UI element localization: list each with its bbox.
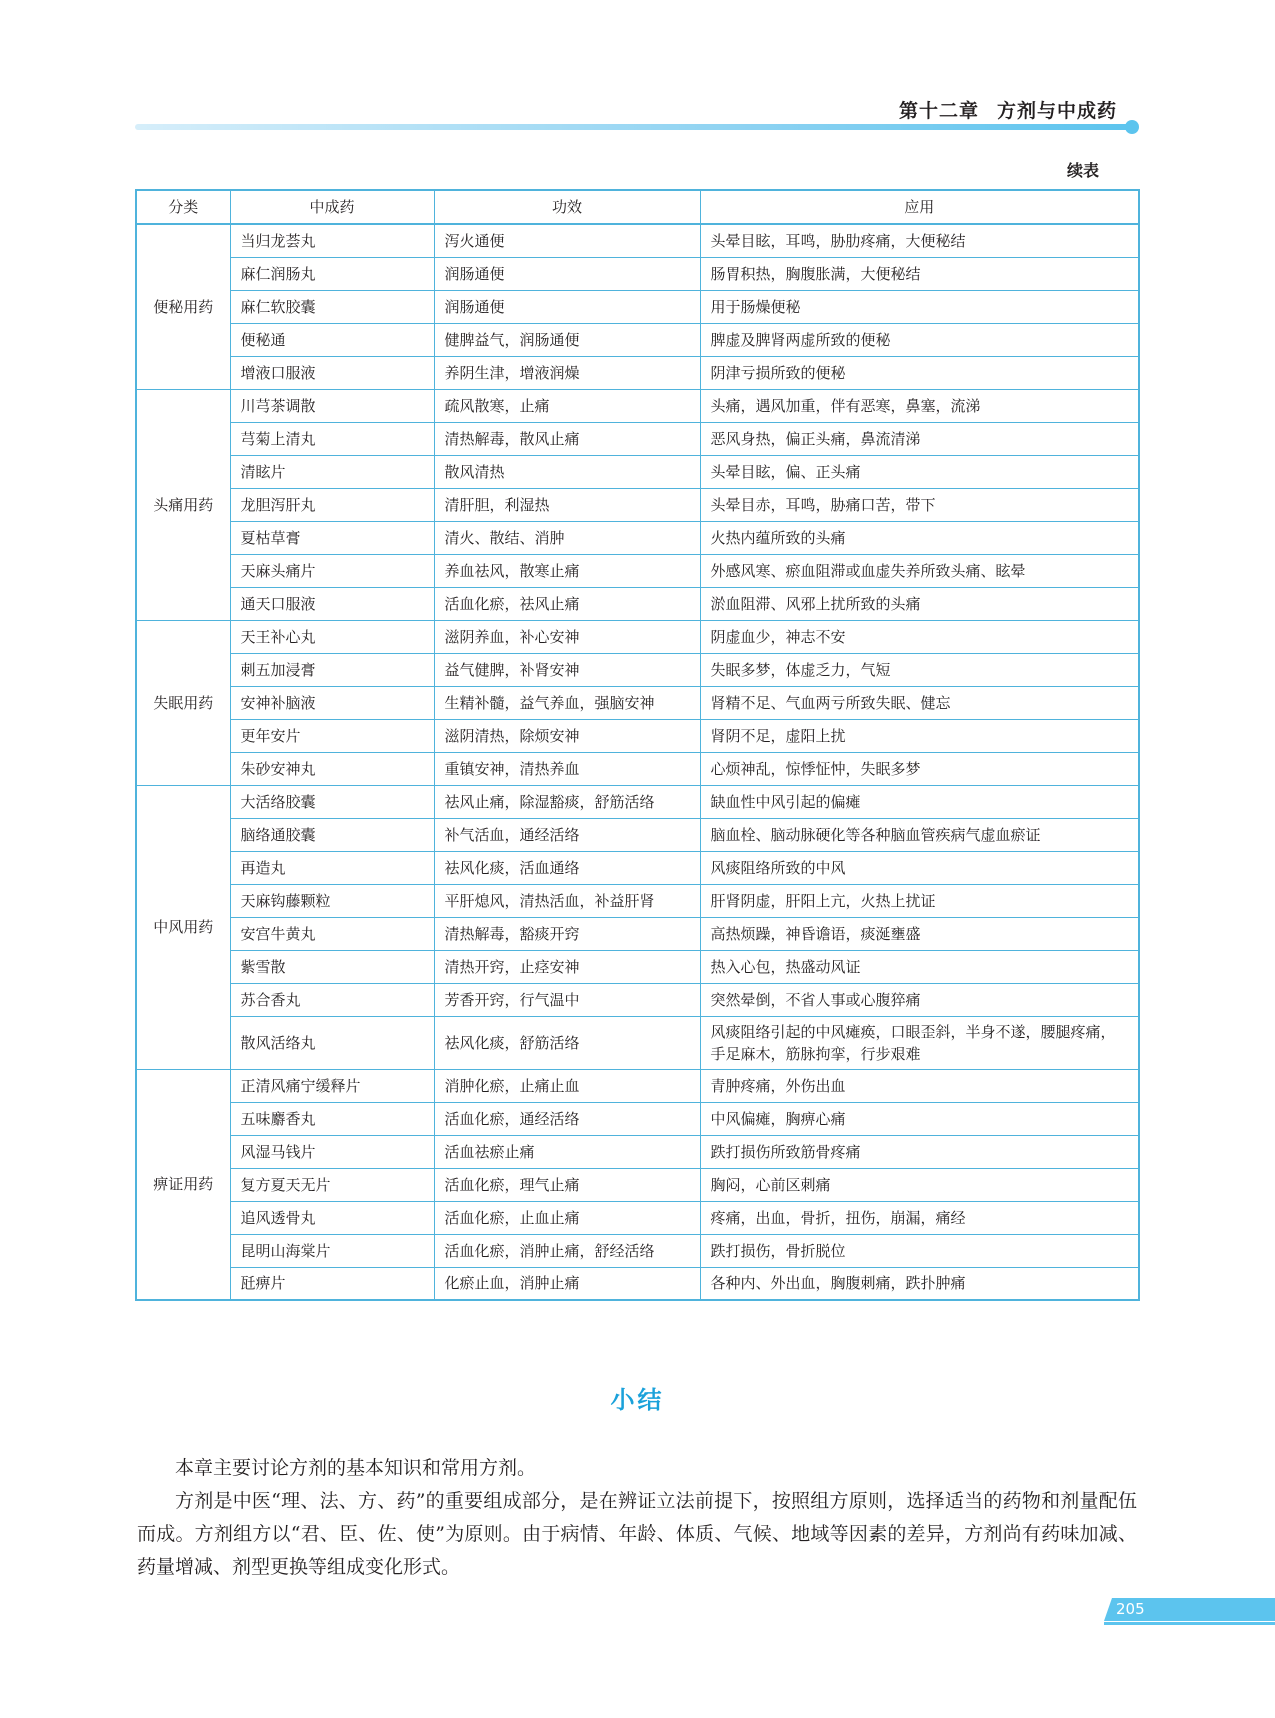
table-row: [136, 257, 1139, 290]
table-header: [136, 190, 1139, 224]
medicine-cell: 紫雪散: [230, 950, 434, 983]
medicine-cell: 天麻头痛片: [230, 554, 434, 587]
table-row: [136, 422, 1139, 455]
medicine-cell: 更年安片: [230, 719, 434, 752]
table-body: [136, 224, 1139, 1300]
effect-cell: 益气健脾，补肾安神: [434, 653, 700, 686]
application-cell: 缺血性中风引起的偏瘫: [700, 785, 1139, 818]
table-row: [136, 1201, 1139, 1234]
effect-cell: 散风清热: [434, 455, 700, 488]
application-cell: 头晕目眩，偏、正头痛: [700, 455, 1139, 488]
summary-paragraph: 方剂是中医“理、法、方、药”的重要组成部分，是在辨证立法前提下，按照组方原则，选择适当的药物和剂量配伍而成。方剂组方以“君、臣、佐、使”为原则。由于病情、年龄、体质、气候、地域等因素的差异，方剂尚有药味加减、药量增减、剂型更换等组成变化形式。: [137, 1490, 1137, 1578]
effect-cell: 活血化瘀，祛风止痛: [434, 587, 700, 620]
medicine-cell: 龙胆泻肝丸: [230, 488, 434, 521]
medicine-cell: 风湿马钱片: [230, 1135, 434, 1168]
application-cell: 脾虚及脾肾两虚所致的便秘: [700, 323, 1139, 356]
application-cell: 用于肠燥便秘: [700, 290, 1139, 323]
medicine-cell: 脑络通胶囊: [230, 818, 434, 851]
application-cell: 跌打损伤，骨折脱位: [700, 1234, 1139, 1267]
category-cell: 中风用药: [136, 785, 230, 1069]
application-cell: 中风偏瘫，胸痹心痛: [700, 1102, 1139, 1135]
medicine-cell: 追风透骨丸: [230, 1201, 434, 1234]
medicine-cell: 昆明山海棠片: [230, 1234, 434, 1267]
column-header-application: 应用: [700, 190, 1139, 224]
table-row: [136, 554, 1139, 587]
application-cell: 头痛，遇风加重，伴有恶寒，鼻塞，流涕: [700, 389, 1139, 422]
application-cell: 火热内蕴所致的头痛: [700, 521, 1139, 554]
application-cell: 肠胃积热，胸腹胀满，大便秘结: [700, 257, 1139, 290]
medicine-cell: 清眩片: [230, 455, 434, 488]
application-cell: 肾阴不足，虚阳上扰: [700, 719, 1139, 752]
table-row: [136, 455, 1139, 488]
chapter-number: 第十二章: [898, 100, 979, 122]
table-row: [136, 587, 1139, 620]
medicine-cell: 刺五加浸膏: [230, 653, 434, 686]
application-cell: 高热烦躁，神昏谵语，痰涎壅盛: [700, 917, 1139, 950]
header-divider-dot: [1125, 120, 1139, 134]
medicine-cell: 再造丸: [230, 851, 434, 884]
medicine-cell: 便秘通: [230, 323, 434, 356]
effect-cell: 消肿化瘀，止痛止血: [434, 1069, 700, 1102]
medicine-cell: 麻仁润肠丸: [230, 257, 434, 290]
medicine-cell: 五味麝香丸: [230, 1102, 434, 1135]
application-cell: 恶风身热，偏正头痛，鼻流清涕: [700, 422, 1139, 455]
effect-cell: 生精补髓，益气养血，强脑安神: [434, 686, 700, 719]
application-cell: 脑血栓、脑动脉硬化等各种脑血管疾病气虚血瘀证: [700, 818, 1139, 851]
table-row: [136, 389, 1139, 422]
table-row: [136, 785, 1139, 818]
medicine-cell: 当归龙荟丸: [230, 224, 434, 257]
medicine-cell: 朱砂安神丸: [230, 752, 434, 785]
effect-cell: 清热解毒，散风止痛: [434, 422, 700, 455]
medicine-cell: 散风活络丸: [230, 1016, 434, 1069]
application-cell: 头晕目眩，耳鸣，胁肋疼痛，大便秘结: [700, 224, 1139, 257]
table-row: [136, 620, 1139, 653]
table-row: [136, 1102, 1139, 1135]
application-cell: 淤血阻滞、风邪上扰所致的头痛: [700, 587, 1139, 620]
medicine-cell: 天麻钩藤颗粒: [230, 884, 434, 917]
table-row: [136, 521, 1139, 554]
application-cell: 心烦神乱，惊悸怔忡，失眠多梦: [700, 752, 1139, 785]
table-row: [136, 224, 1139, 257]
effect-cell: 活血化瘀，通经活络: [434, 1102, 700, 1135]
effect-cell: 清热开窍，止痉安神: [434, 950, 700, 983]
effect-cell: 补气活血，通经活络: [434, 818, 700, 851]
table-row: [136, 752, 1139, 785]
category-cell: 头痛用药: [136, 389, 230, 620]
effect-cell: 重镇安神，清热养血: [434, 752, 700, 785]
table-row: [136, 356, 1139, 389]
effect-cell: 清火、散结、消肿: [434, 521, 700, 554]
application-cell: 各种内、外出血，胸腹刺痛，跌扑肿痛: [700, 1267, 1139, 1300]
effect-cell: 滋阴清热，除烦安神: [434, 719, 700, 752]
table-row: [136, 1267, 1139, 1300]
effect-cell: 芳香开窍，行气温中: [434, 983, 700, 1016]
application-cell: 失眠多梦，体虚乏力，气短: [700, 653, 1139, 686]
application-cell: 热入心包，热盛动风证: [700, 950, 1139, 983]
effect-cell: 活血化瘀，消肿止痛，舒经活络: [434, 1234, 700, 1267]
effect-cell: 润肠通便: [434, 290, 700, 323]
table-row: [136, 818, 1139, 851]
medicine-cell: 大活络胶囊: [230, 785, 434, 818]
column-header-medicine: 中成药: [230, 190, 434, 224]
application-cell: 胸闷，心前区刺痛: [700, 1168, 1139, 1201]
application-cell: 阴津亏损所致的便秘: [700, 356, 1139, 389]
application-cell: 跌打损伤所致筋骨疼痛: [700, 1135, 1139, 1168]
application-cell: 阴虚血少，神志不安: [700, 620, 1139, 653]
table-row: [136, 1168, 1139, 1201]
application-cell: 肝肾阴虚，肝阳上亢，火热上扰证: [700, 884, 1139, 917]
application-cell: 疼痛，出血，骨折，扭伤，崩漏，痛经: [700, 1201, 1139, 1234]
medicine-cell: 川芎茶调散: [230, 389, 434, 422]
effect-cell: 化瘀止血，消肿止痛: [434, 1267, 700, 1300]
effect-cell: 活血化瘀，理气止痛: [434, 1168, 700, 1201]
application-cell: 风痰阻络所致的中风: [700, 851, 1139, 884]
medicine-cell: 麻仁软胶囊: [230, 290, 434, 323]
medicine-cell: 苏合香丸: [230, 983, 434, 1016]
page-number: 205: [1116, 1600, 1145, 1618]
table-row: [136, 653, 1139, 686]
application-cell: 头晕目赤，耳鸣，胁痛口苦，带下: [700, 488, 1139, 521]
medicine-cell: 安神补脑液: [230, 686, 434, 719]
medicine-cell: 正清风痛宁缓释片: [230, 1069, 434, 1102]
medicine-cell: 天王补心丸: [230, 620, 434, 653]
effect-cell: 清热解毒，豁痰开窍: [434, 917, 700, 950]
effect-cell: 祛风化痰，舒筋活络: [434, 1016, 700, 1069]
effect-cell: 祛风止痛，除湿豁痰，舒筋活络: [434, 785, 700, 818]
chapter-name: 方剂与中成药: [996, 100, 1117, 122]
application-cell: 突然晕倒，不省人事或心腹猝痛: [700, 983, 1139, 1016]
effect-cell: 养阴生津，增液润燥: [434, 356, 700, 389]
application-cell: 肾精不足、气血两亏所致失眠、健忘: [700, 686, 1139, 719]
medicine-cell: 瓩痹片: [230, 1267, 434, 1300]
table-row: [136, 1069, 1139, 1102]
effect-cell: 润肠通便: [434, 257, 700, 290]
effect-cell: 祛风化痰，活血通络: [434, 851, 700, 884]
effect-cell: 滋阴养血，补心安神: [434, 620, 700, 653]
category-cell: 痹证用药: [136, 1069, 230, 1300]
category-cell: 失眠用药: [136, 620, 230, 785]
table-row: [136, 851, 1139, 884]
medicine-cell: 增液口服液: [230, 356, 434, 389]
table-row: [136, 1135, 1139, 1168]
medicine-cell: 芎菊上清丸: [230, 422, 434, 455]
table-row: [136, 1016, 1139, 1069]
effect-cell: 活血化瘀，止血止痛: [434, 1201, 700, 1234]
table-row: [136, 950, 1139, 983]
summary-heading: 小结: [610, 1386, 665, 1414]
application-cell: 风痰阻络引起的中风瘫痪，口眼歪斜，半身不遂，腰腿疼痛，手足麻木，筋脉拘挛，行步艰难: [700, 1016, 1139, 1069]
header-divider: [135, 124, 1131, 130]
chapter-title: [899, 96, 1117, 123]
table-row: [136, 719, 1139, 752]
effect-cell: 健脾益气，润肠通便: [434, 323, 700, 356]
column-header-category: 分类: [136, 190, 230, 224]
medicine-cell: 安宫牛黄丸: [230, 917, 434, 950]
effect-cell: 养血祛风，散寒止痛: [434, 554, 700, 587]
table-row: [136, 1234, 1139, 1267]
medicine-table: [135, 189, 1140, 1301]
summary-body: [137, 1452, 1137, 1584]
table-row: [136, 983, 1139, 1016]
medicine-cell: 通天口服液: [230, 587, 434, 620]
effect-cell: 清肝胆，利湿热: [434, 488, 700, 521]
category-cell: 便秘用药: [136, 224, 230, 389]
table-row: [136, 290, 1139, 323]
table-row: [136, 488, 1139, 521]
medicine-cell: 复方夏天无片: [230, 1168, 434, 1201]
column-header-effect: 功效: [434, 190, 700, 224]
table-row: [136, 323, 1139, 356]
table-row: [136, 917, 1139, 950]
table-row: [136, 884, 1139, 917]
effect-cell: 平肝熄风，清热活血，补益肝肾: [434, 884, 700, 917]
table-row: [136, 686, 1139, 719]
effect-cell: 泻火通便: [434, 224, 700, 257]
effect-cell: 活血祛瘀止痛: [434, 1135, 700, 1168]
page-number-underline: [1104, 1622, 1275, 1625]
medicine-cell: 夏枯草膏: [230, 521, 434, 554]
application-cell: 外感风寒、瘀血阻滞或血虚失养所致头痛、眩晕: [700, 554, 1139, 587]
effect-cell: 疏风散寒，止痛: [434, 389, 700, 422]
application-cell: 青肿疼痛，外伤出血: [700, 1069, 1139, 1102]
summary-paragraph: 本章主要讨论方剂的基本知识和常用方剂。: [175, 1457, 537, 1479]
continued-table-label: 续表: [1066, 161, 1099, 180]
